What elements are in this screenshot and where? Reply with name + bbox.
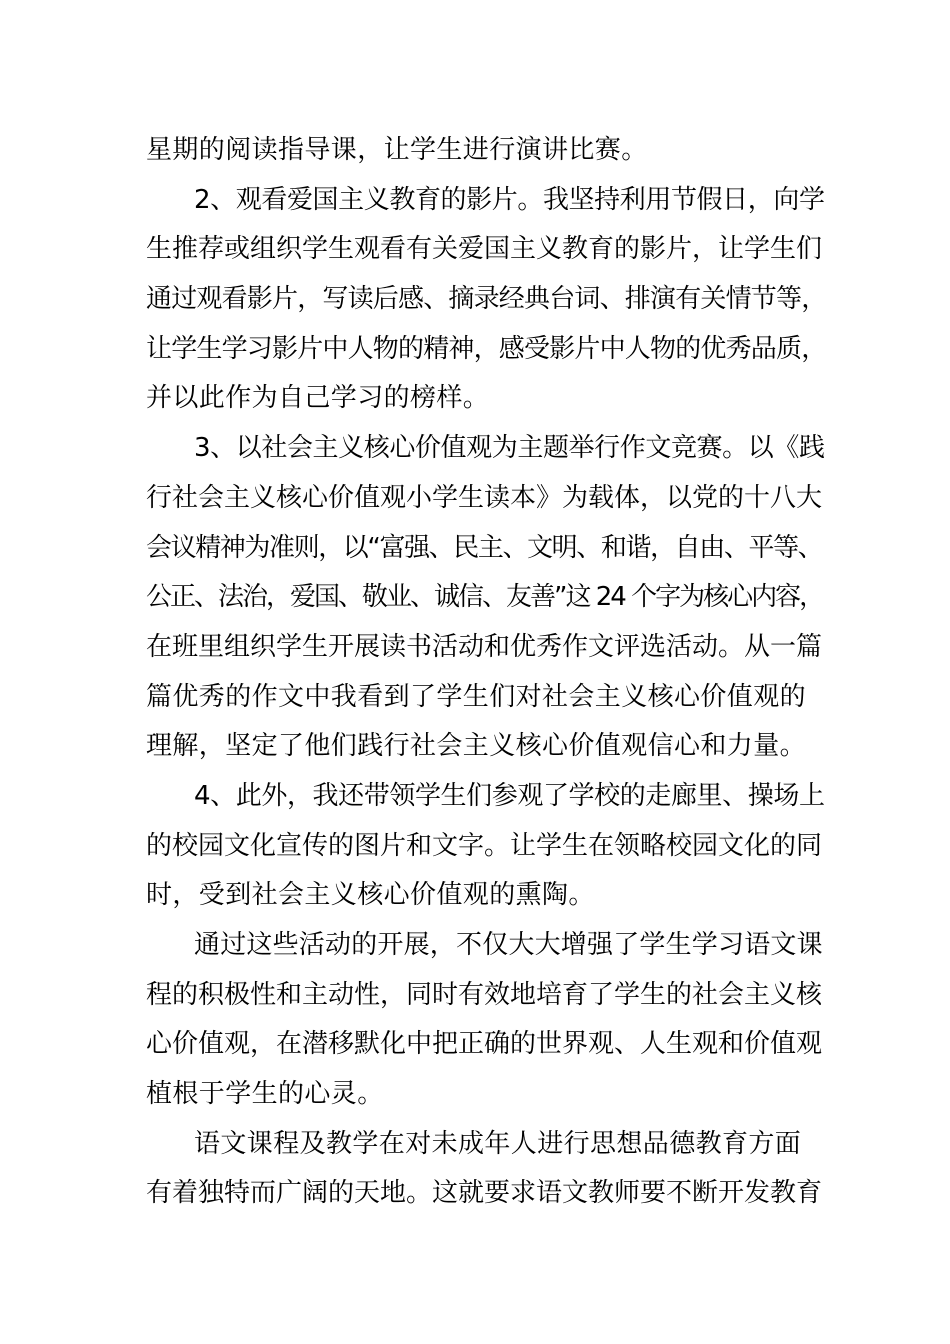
text-line: 植根于学生的心灵。 <box>146 1079 384 1110</box>
text-line: 心价值观，在潜移默化中把正确的世界观、人生观和价值观 <box>146 1029 823 1060</box>
text-line: 语文课程及教学在对未成年人进行思想品德教育方面 <box>194 1128 802 1159</box>
text-line: 会议精神为准则，以“富强、民主、文明、和谐，自由、平等、 <box>146 532 823 563</box>
text-line: 生推荐或组织学生观看有关爱国主义教育的影片，让学生们 <box>146 234 823 265</box>
text-line: 程的积极性和主动性，同时有效地培育了学生的社会主义核 <box>146 979 823 1010</box>
text-line: 并以此作为自己学习的榜样。 <box>146 383 490 414</box>
text-line: 理解，坚定了他们践行社会主义核心价值观信心和力量。 <box>146 731 807 762</box>
text-line: 行社会主义核心价值观小学生读本》为载体，以党的十八大 <box>146 482 823 513</box>
text-line: 4、此外，我还带领学生们参观了学校的走廊里、操场上 <box>194 780 825 811</box>
text-line: 通过这些活动的开展，不仅大大增强了学生学习语文课 <box>194 930 823 960</box>
text-line: 有着独特而广阔的天地。这就要求语文教师要不断开发教育 <box>146 1178 823 1209</box>
document-body <box>146 126 826 1219</box>
text-line: 公正、法治，爱国、敬业、诚信、友善”这 24 个字为核心内容， <box>146 582 824 613</box>
text-line: 通过观看影片，写读后感、摘录经典台词、排演有关情节等， <box>146 284 827 315</box>
text-line: 的校园文化宣传的图片和文字。让学生在领略校园文化的同 <box>146 830 823 861</box>
text-line: 3、以社会主义核心价值观为主题举行作文竞赛。以《践 <box>194 433 825 464</box>
text-line: 星期的阅读指导课，让学生进行演讲比赛。 <box>146 135 648 165</box>
text-line: 篇优秀的作文中我看到了学生们对社会主义核心价值观的 <box>146 681 807 712</box>
text-line: 2、观看爱国主义教育的影片。我坚持利用节假日，向学 <box>194 184 825 215</box>
text-line: 在班里组织学生开展读书活动和优秀作文评选活动。从一篇 <box>146 631 823 662</box>
text-line: 让学生学习影片中人物的精神，感受影片中人物的优秀品质， <box>146 333 827 364</box>
text-line: 时，受到社会主义核心价值观的熏陶。 <box>146 880 595 911</box>
